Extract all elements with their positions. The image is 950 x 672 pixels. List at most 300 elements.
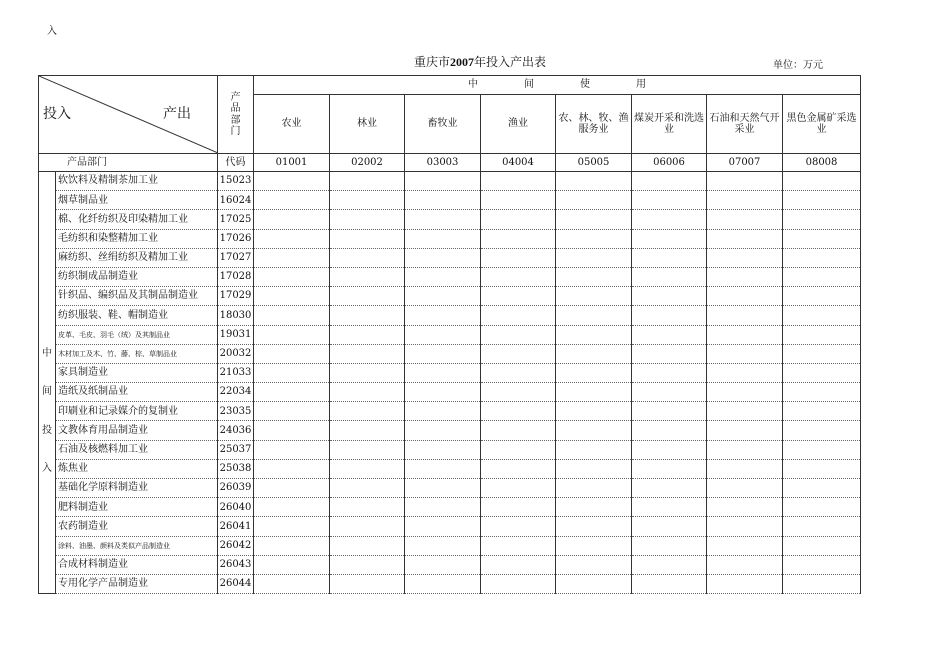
value-cell[interactable] bbox=[556, 440, 632, 459]
side-cell bbox=[39, 555, 56, 574]
value-cell[interactable] bbox=[556, 402, 632, 421]
side-cell bbox=[39, 267, 56, 286]
side-cell bbox=[39, 191, 56, 210]
value-cell[interactable] bbox=[481, 383, 556, 402]
title-year: 2007 bbox=[450, 55, 474, 69]
value-cell[interactable] bbox=[254, 287, 330, 306]
title-suffix: 年投入产出表 bbox=[474, 55, 547, 69]
row-name: 肥料制造业 bbox=[56, 498, 218, 517]
side-cell bbox=[39, 498, 56, 517]
value-cell[interactable] bbox=[405, 229, 481, 248]
value-cell[interactable] bbox=[632, 287, 707, 306]
value-cell[interactable] bbox=[254, 172, 330, 191]
row-code: 23035 bbox=[218, 402, 254, 421]
value-cell[interactable] bbox=[330, 517, 405, 536]
product-dept-label: 产品部门 bbox=[39, 154, 218, 172]
intermediate-use-char: 间 bbox=[524, 79, 534, 91]
value-cell[interactable] bbox=[707, 344, 783, 363]
value-cell[interactable] bbox=[330, 267, 405, 286]
value-cell[interactable] bbox=[783, 421, 861, 440]
value-cell[interactable] bbox=[405, 383, 481, 402]
row-name: 基础化学原料制造业 bbox=[56, 479, 218, 498]
value-cell[interactable] bbox=[556, 306, 632, 325]
value-cell[interactable] bbox=[481, 210, 556, 229]
table-row bbox=[39, 402, 861, 421]
value-cell[interactable] bbox=[783, 344, 861, 363]
unit-label: 单位：万元 bbox=[773, 60, 823, 71]
value-cell[interactable] bbox=[783, 536, 861, 555]
value-cell[interactable] bbox=[481, 306, 556, 325]
value-cell[interactable] bbox=[707, 498, 783, 517]
value-cell[interactable] bbox=[481, 344, 556, 363]
value-cell[interactable] bbox=[556, 325, 632, 344]
value-cell[interactable] bbox=[707, 325, 783, 344]
table-row bbox=[39, 459, 861, 478]
value-cell[interactable] bbox=[405, 440, 481, 459]
value-cell[interactable] bbox=[707, 459, 783, 478]
value-cell[interactable] bbox=[405, 325, 481, 344]
value-cell[interactable] bbox=[707, 191, 783, 210]
value-cell[interactable] bbox=[783, 191, 861, 210]
value-cell[interactable] bbox=[632, 363, 707, 382]
intermediate-use-header bbox=[254, 76, 861, 95]
value-cell[interactable] bbox=[405, 210, 481, 229]
value-cell[interactable] bbox=[405, 536, 481, 555]
value-cell[interactable] bbox=[556, 191, 632, 210]
column-header: 石油和天然气开采业 bbox=[707, 95, 783, 154]
value-cell[interactable] bbox=[254, 210, 330, 229]
intermediate-use-char: 用 bbox=[636, 79, 646, 91]
value-cell[interactable] bbox=[632, 267, 707, 286]
value-cell[interactable] bbox=[707, 229, 783, 248]
value-cell[interactable] bbox=[632, 306, 707, 325]
value-cell[interactable] bbox=[254, 498, 330, 517]
value-cell[interactable] bbox=[556, 267, 632, 286]
column-code: 03003 bbox=[405, 154, 481, 172]
input-label: 投入 bbox=[43, 106, 71, 122]
row-code: 17028 bbox=[218, 267, 254, 286]
value-cell[interactable] bbox=[254, 555, 330, 574]
side-cell bbox=[39, 479, 56, 498]
value-cell[interactable] bbox=[254, 402, 330, 421]
value-cell[interactable] bbox=[405, 402, 481, 421]
side-label-char: 中 bbox=[39, 344, 56, 363]
table-row bbox=[39, 421, 861, 440]
value-cell[interactable] bbox=[783, 402, 861, 421]
value-cell[interactable] bbox=[481, 574, 556, 593]
row-code: 26044 bbox=[218, 574, 254, 593]
value-cell[interactable] bbox=[330, 306, 405, 325]
value-cell[interactable] bbox=[632, 344, 707, 363]
side-cell bbox=[39, 363, 56, 382]
value-cell[interactable] bbox=[707, 536, 783, 555]
table-row bbox=[39, 267, 861, 286]
table-row bbox=[39, 306, 861, 325]
row-code: 26039 bbox=[218, 479, 254, 498]
intermediate-use-char: 使 bbox=[580, 79, 590, 91]
side-cell bbox=[39, 536, 56, 555]
side-label-char: 入 bbox=[39, 459, 56, 478]
value-cell[interactable] bbox=[632, 402, 707, 421]
table-row bbox=[39, 287, 861, 306]
column-header: 渔业 bbox=[481, 95, 556, 154]
side-cell bbox=[39, 229, 56, 248]
value-cell[interactable] bbox=[405, 306, 481, 325]
row-code: 26041 bbox=[218, 517, 254, 536]
side-cell bbox=[39, 210, 56, 229]
value-cell[interactable] bbox=[783, 574, 861, 593]
value-cell[interactable] bbox=[254, 421, 330, 440]
column-code: 08008 bbox=[783, 154, 861, 172]
row-code: 17027 bbox=[218, 248, 254, 267]
row-name: 纺织制成品制造业 bbox=[56, 267, 218, 286]
value-cell[interactable] bbox=[330, 459, 405, 478]
value-cell[interactable] bbox=[330, 287, 405, 306]
value-cell[interactable] bbox=[330, 555, 405, 574]
value-cell[interactable] bbox=[330, 479, 405, 498]
table-row bbox=[39, 479, 861, 498]
column-header: 林业 bbox=[330, 95, 405, 154]
side-cell bbox=[39, 248, 56, 267]
value-cell[interactable] bbox=[707, 363, 783, 382]
value-cell[interactable] bbox=[481, 191, 556, 210]
side-label-char: 间 bbox=[39, 383, 56, 402]
row-code: 26042 bbox=[218, 536, 254, 555]
value-cell[interactable] bbox=[330, 498, 405, 517]
value-cell[interactable] bbox=[556, 287, 632, 306]
io-table bbox=[38, 75, 861, 594]
side-cell bbox=[39, 402, 56, 421]
value-cell[interactable] bbox=[254, 325, 330, 344]
value-cell[interactable] bbox=[330, 421, 405, 440]
row-code: 21033 bbox=[218, 363, 254, 382]
value-cell[interactable] bbox=[481, 402, 556, 421]
value-cell[interactable] bbox=[783, 267, 861, 286]
row-code: 22034 bbox=[218, 383, 254, 402]
product-dept-char: 部 bbox=[230, 114, 241, 126]
value-cell[interactable] bbox=[556, 459, 632, 478]
row-name: 纺织服装、鞋、帽制造业 bbox=[56, 306, 218, 325]
value-cell[interactable] bbox=[556, 210, 632, 229]
value-cell[interactable] bbox=[556, 229, 632, 248]
value-cell[interactable] bbox=[254, 440, 330, 459]
table-row bbox=[39, 325, 861, 344]
row-name: 专用化学产品制造业 bbox=[56, 574, 218, 593]
value-cell[interactable] bbox=[632, 498, 707, 517]
value-cell[interactable] bbox=[405, 574, 481, 593]
row-name: 造纸及纸制品业 bbox=[56, 383, 218, 402]
value-cell[interactable] bbox=[405, 498, 481, 517]
value-cell[interactable] bbox=[330, 344, 405, 363]
value-cell[interactable] bbox=[481, 287, 556, 306]
value-cell[interactable] bbox=[632, 555, 707, 574]
value-cell[interactable] bbox=[632, 210, 707, 229]
value-cell[interactable] bbox=[405, 363, 481, 382]
value-cell[interactable] bbox=[632, 229, 707, 248]
column-code: 04004 bbox=[481, 154, 556, 172]
value-cell[interactable] bbox=[783, 287, 861, 306]
side-cell bbox=[39, 306, 56, 325]
value-cell[interactable] bbox=[481, 248, 556, 267]
value-cell[interactable] bbox=[783, 248, 861, 267]
product-dept-char: 产 bbox=[230, 91, 241, 103]
value-cell[interactable] bbox=[783, 440, 861, 459]
value-cell[interactable] bbox=[405, 344, 481, 363]
table-row bbox=[39, 363, 861, 382]
column-code: 05005 bbox=[556, 154, 632, 172]
product-dept-char: 门 bbox=[230, 126, 241, 137]
value-cell[interactable] bbox=[481, 421, 556, 440]
value-cell[interactable] bbox=[707, 248, 783, 267]
value-cell[interactable] bbox=[707, 440, 783, 459]
row-code: 24036 bbox=[218, 421, 254, 440]
value-cell[interactable] bbox=[783, 306, 861, 325]
value-cell[interactable] bbox=[254, 383, 330, 402]
value-cell[interactable] bbox=[556, 383, 632, 402]
table-row bbox=[39, 210, 861, 229]
value-cell[interactable] bbox=[481, 267, 556, 286]
value-cell[interactable] bbox=[707, 210, 783, 229]
value-cell[interactable] bbox=[707, 517, 783, 536]
value-cell[interactable] bbox=[783, 325, 861, 344]
table-row bbox=[39, 229, 861, 248]
side-label-char: 投 bbox=[39, 421, 56, 440]
value-cell[interactable] bbox=[556, 344, 632, 363]
product-dept-vertical bbox=[218, 76, 254, 154]
value-cell[interactable] bbox=[254, 229, 330, 248]
value-cell[interactable] bbox=[707, 306, 783, 325]
value-cell[interactable] bbox=[632, 421, 707, 440]
value-cell[interactable] bbox=[254, 517, 330, 536]
value-cell[interactable] bbox=[330, 210, 405, 229]
value-cell[interactable] bbox=[632, 517, 707, 536]
row-name: 家具制造业 bbox=[56, 363, 218, 382]
code-label: 代码 bbox=[218, 154, 254, 172]
row-name: 石油及核燃料加工业 bbox=[56, 440, 218, 459]
table-row bbox=[39, 383, 861, 402]
row-name: 烟草制品业 bbox=[56, 191, 218, 210]
product-dept-char: 品 bbox=[230, 103, 241, 114]
value-cell[interactable] bbox=[330, 229, 405, 248]
side-cell bbox=[39, 440, 56, 459]
table-row bbox=[39, 248, 861, 267]
side-cell bbox=[39, 517, 56, 536]
column-code: 01001 bbox=[254, 154, 330, 172]
value-cell[interactable] bbox=[556, 172, 632, 191]
row-name: 印刷业和记录媒介的复制业 bbox=[56, 402, 218, 421]
value-cell[interactable] bbox=[783, 229, 861, 248]
value-cell[interactable] bbox=[330, 536, 405, 555]
value-cell[interactable] bbox=[481, 459, 556, 478]
value-cell[interactable] bbox=[254, 459, 330, 478]
table-row bbox=[39, 344, 861, 363]
value-cell[interactable] bbox=[481, 363, 556, 382]
row-code: 25038 bbox=[218, 459, 254, 478]
value-cell[interactable] bbox=[632, 440, 707, 459]
value-cell[interactable] bbox=[330, 325, 405, 344]
value-cell[interactable] bbox=[707, 267, 783, 286]
value-cell[interactable] bbox=[481, 229, 556, 248]
value-cell[interactable] bbox=[481, 172, 556, 191]
value-cell[interactable] bbox=[330, 383, 405, 402]
value-cell[interactable] bbox=[405, 287, 481, 306]
value-cell[interactable] bbox=[632, 574, 707, 593]
value-cell[interactable] bbox=[556, 363, 632, 382]
table-row bbox=[39, 498, 861, 517]
side-cell bbox=[39, 325, 56, 344]
value-cell[interactable] bbox=[254, 344, 330, 363]
value-cell[interactable] bbox=[405, 172, 481, 191]
row-name: 炼焦业 bbox=[56, 459, 218, 478]
header-diagonal-cell bbox=[39, 76, 218, 154]
value-cell[interactable] bbox=[330, 172, 405, 191]
intermediate-use-char: 中 bbox=[468, 79, 478, 91]
column-header: 农业 bbox=[254, 95, 330, 154]
row-name: 农药制造业 bbox=[56, 517, 218, 536]
side-cell bbox=[39, 172, 56, 191]
row-code: 26040 bbox=[218, 498, 254, 517]
value-cell[interactable] bbox=[254, 248, 330, 267]
value-cell[interactable] bbox=[707, 287, 783, 306]
row-code: 17029 bbox=[218, 287, 254, 306]
value-cell[interactable] bbox=[330, 363, 405, 382]
table-row bbox=[39, 517, 861, 536]
value-cell[interactable] bbox=[405, 248, 481, 267]
row-code: 19031 bbox=[218, 325, 254, 344]
table-row bbox=[39, 172, 861, 191]
row-code: 17026 bbox=[218, 229, 254, 248]
value-cell[interactable] bbox=[783, 517, 861, 536]
side-cell bbox=[39, 574, 56, 593]
value-cell[interactable] bbox=[254, 536, 330, 555]
output-label: 产出 bbox=[163, 106, 191, 122]
value-cell[interactable] bbox=[632, 459, 707, 478]
row-name: 针织品、编织品及其制品制造业 bbox=[56, 287, 218, 306]
value-cell[interactable] bbox=[481, 498, 556, 517]
row-code: 20032 bbox=[218, 344, 254, 363]
row-name: 软饮料及精制茶加工业 bbox=[56, 172, 218, 191]
value-cell[interactable] bbox=[632, 172, 707, 191]
value-cell[interactable] bbox=[405, 421, 481, 440]
value-cell[interactable] bbox=[632, 325, 707, 344]
value-cell[interactable] bbox=[632, 383, 707, 402]
row-code: 16024 bbox=[218, 191, 254, 210]
row-name: 木材加工及木、竹、藤、棕、草制品业 bbox=[56, 344, 218, 363]
value-cell[interactable] bbox=[254, 306, 330, 325]
row-code: 26043 bbox=[218, 555, 254, 574]
value-cell[interactable] bbox=[783, 383, 861, 402]
value-cell[interactable] bbox=[481, 479, 556, 498]
value-cell[interactable] bbox=[556, 248, 632, 267]
value-cell[interactable] bbox=[783, 555, 861, 574]
column-code: 07007 bbox=[707, 154, 783, 172]
value-cell[interactable] bbox=[556, 479, 632, 498]
column-code: 06006 bbox=[632, 154, 707, 172]
value-cell[interactable] bbox=[783, 172, 861, 191]
value-cell[interactable] bbox=[556, 517, 632, 536]
value-cell[interactable] bbox=[632, 479, 707, 498]
row-name: 毛纺织和染整精加工业 bbox=[56, 229, 218, 248]
value-cell[interactable] bbox=[330, 191, 405, 210]
value-cell[interactable] bbox=[783, 363, 861, 382]
value-cell[interactable] bbox=[556, 421, 632, 440]
value-cell[interactable] bbox=[330, 440, 405, 459]
row-name: 文教体育用品制造业 bbox=[56, 421, 218, 440]
value-cell[interactable] bbox=[707, 172, 783, 191]
value-cell[interactable] bbox=[783, 479, 861, 498]
value-cell[interactable] bbox=[405, 267, 481, 286]
table-row bbox=[39, 574, 861, 593]
row-name: 棉、化纤纺织及印染精加工业 bbox=[56, 210, 218, 229]
value-cell[interactable] bbox=[330, 248, 405, 267]
value-cell[interactable] bbox=[254, 267, 330, 286]
value-cell[interactable] bbox=[330, 402, 405, 421]
row-code: 25037 bbox=[218, 440, 254, 459]
value-cell[interactable] bbox=[632, 536, 707, 555]
value-cell[interactable] bbox=[783, 498, 861, 517]
value-cell[interactable] bbox=[556, 498, 632, 517]
value-cell[interactable] bbox=[481, 555, 556, 574]
column-code: 02002 bbox=[330, 154, 405, 172]
row-name: 麻纺织、丝绢纺织及精加工业 bbox=[56, 248, 218, 267]
value-cell[interactable] bbox=[481, 325, 556, 344]
value-cell[interactable] bbox=[783, 210, 861, 229]
value-cell[interactable] bbox=[481, 536, 556, 555]
title-prefix: 重庆市 bbox=[413, 55, 450, 69]
value-cell[interactable] bbox=[707, 383, 783, 402]
value-cell[interactable] bbox=[707, 421, 783, 440]
value-cell[interactable] bbox=[556, 555, 632, 574]
value-cell[interactable] bbox=[405, 191, 481, 210]
row-code: 18030 bbox=[218, 306, 254, 325]
value-cell[interactable] bbox=[481, 517, 556, 536]
value-cell[interactable] bbox=[632, 191, 707, 210]
column-header: 黑色金属矿采选业 bbox=[783, 95, 861, 154]
value-cell[interactable] bbox=[707, 479, 783, 498]
value-cell[interactable] bbox=[254, 479, 330, 498]
column-header: 煤炭开采和洗选业 bbox=[632, 95, 707, 154]
value-cell[interactable] bbox=[632, 248, 707, 267]
value-cell[interactable] bbox=[254, 191, 330, 210]
value-cell[interactable] bbox=[556, 574, 632, 593]
io-table-container bbox=[38, 75, 860, 595]
table-row bbox=[39, 555, 861, 574]
side-cell bbox=[39, 287, 56, 306]
table-row bbox=[39, 440, 861, 459]
column-header: 农、林、牧、渔服务业 bbox=[556, 95, 632, 154]
value-cell[interactable] bbox=[405, 479, 481, 498]
value-cell[interactable] bbox=[254, 574, 330, 593]
row-code: 17025 bbox=[218, 210, 254, 229]
value-cell[interactable] bbox=[405, 555, 481, 574]
value-cell[interactable] bbox=[254, 363, 330, 382]
value-cell[interactable] bbox=[481, 440, 556, 459]
value-cell[interactable] bbox=[330, 574, 405, 593]
value-cell[interactable] bbox=[707, 402, 783, 421]
value-cell[interactable] bbox=[707, 574, 783, 593]
row-name: 合成材料制造业 bbox=[56, 555, 218, 574]
page-title bbox=[380, 53, 580, 70]
row-name: 皮革、毛皮、羽毛（绒）及其制品业 bbox=[56, 325, 218, 344]
table-row bbox=[39, 191, 861, 210]
value-cell[interactable] bbox=[405, 459, 481, 478]
table-row bbox=[39, 536, 861, 555]
corner-mark: 入 bbox=[47, 26, 57, 37]
value-cell[interactable] bbox=[783, 459, 861, 478]
value-cell[interactable] bbox=[707, 555, 783, 574]
value-cell[interactable] bbox=[556, 536, 632, 555]
value-cell[interactable] bbox=[405, 517, 481, 536]
